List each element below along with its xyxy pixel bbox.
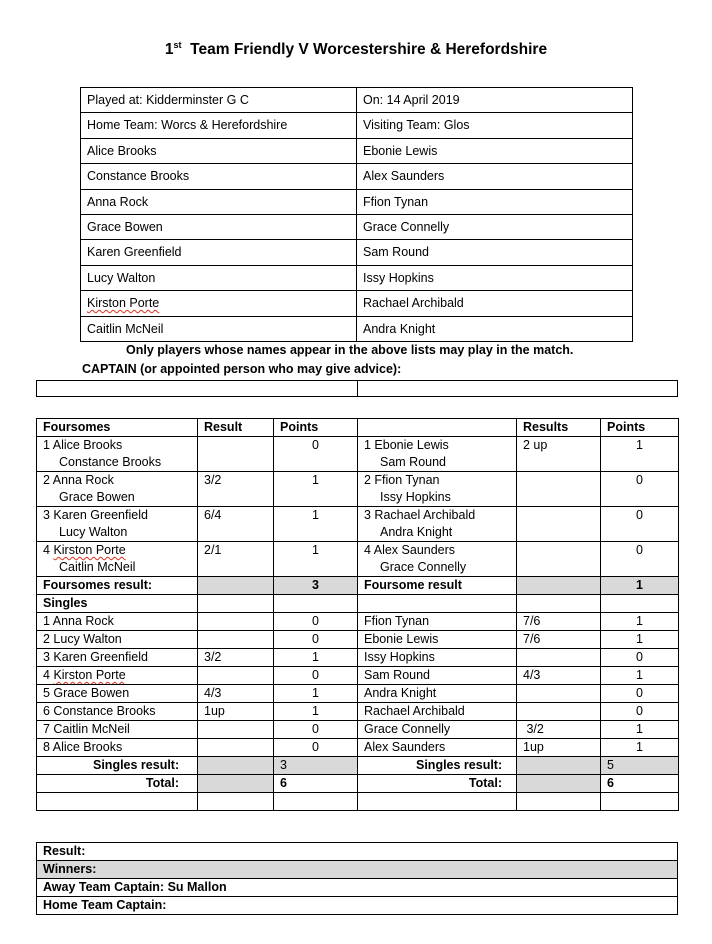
away-result: 2 up xyxy=(517,437,601,472)
home-result xyxy=(198,613,274,631)
title-number: 1 xyxy=(164,41,174,59)
singles-result-label-away: Singles result: xyxy=(358,757,517,775)
total-label: Total: xyxy=(37,775,198,793)
singles-result-row xyxy=(37,757,679,775)
away-points: 0 xyxy=(601,472,679,507)
home-player: Grace Bowen xyxy=(81,214,357,239)
empty-cell xyxy=(274,793,358,811)
away-player: Alex Saunders xyxy=(358,739,517,757)
singles-result-label: Singles result: xyxy=(37,757,198,775)
home-result: 4/3 xyxy=(198,685,274,703)
captain-cell-home xyxy=(37,381,358,397)
shaded-cell xyxy=(198,775,274,793)
away-player: Ffion Tynan xyxy=(358,613,517,631)
away-points: 1 xyxy=(601,437,679,472)
table-row xyxy=(37,667,679,685)
header-points-away: Points xyxy=(601,419,679,437)
away-player: Alex Saunders xyxy=(357,164,633,189)
empty-cell xyxy=(517,595,601,613)
home-points: 1 xyxy=(274,649,358,667)
header-foursomes: Foursomes xyxy=(37,419,198,437)
home-result: 3/2 xyxy=(198,472,274,507)
home-result xyxy=(198,721,274,739)
home-player xyxy=(81,291,357,316)
away-result xyxy=(517,472,601,507)
empty-cell xyxy=(198,793,274,811)
table-row xyxy=(37,685,679,703)
away-result: 3/2 xyxy=(517,721,601,739)
away-points: 0 xyxy=(601,542,679,577)
home-player: Constance Brooks xyxy=(81,164,357,189)
away-player: Andra Knight xyxy=(358,685,517,703)
eligibility-note: Only players whose names appear in the above lists may play in the match. xyxy=(126,343,574,357)
header-results: Results xyxy=(517,419,601,437)
foursomes-result-label: Foursomes result: xyxy=(37,577,198,595)
foursomes-home-points: 3 xyxy=(274,577,358,595)
home-player: Caitlin McNeil xyxy=(81,316,357,341)
away-result: 4/3 xyxy=(517,667,601,685)
home-player: 6 Constance Brooks xyxy=(37,703,198,721)
away-points: 1 xyxy=(601,721,679,739)
home-player: Anna Rock xyxy=(81,189,357,214)
away-player: Ffion Tynan xyxy=(357,189,633,214)
shaded-cell xyxy=(517,757,601,775)
away-pair: 4 Alex Saunders Grace Connelly xyxy=(358,542,517,577)
away-points: 0 xyxy=(601,703,679,721)
header-result: Result xyxy=(198,419,274,437)
total-home-points: 6 xyxy=(274,775,358,793)
foursomes-result-row xyxy=(37,577,679,595)
home-points: 1 xyxy=(274,703,358,721)
table-row xyxy=(37,507,679,542)
empty-cell xyxy=(601,793,679,811)
result-label: Result: xyxy=(37,843,678,861)
home-points: 1 xyxy=(274,685,358,703)
home-captain: Home Team Captain: xyxy=(37,897,678,915)
home-player: 4 Kirston Porte xyxy=(37,667,198,685)
foursomes-away-points: 1 xyxy=(601,577,679,595)
away-points: 1 xyxy=(601,613,679,631)
away-result xyxy=(517,649,601,667)
home-player: 7 Caitlin McNeil xyxy=(37,721,198,739)
table-row xyxy=(37,649,679,667)
team-info-table xyxy=(80,87,633,342)
table-row xyxy=(37,472,679,507)
home-result: 3/2 xyxy=(198,649,274,667)
home-pair: 2 Anna Rock Grace Bowen xyxy=(37,472,198,507)
away-player: Sam Round xyxy=(357,240,633,265)
home-result: 2/1 xyxy=(198,542,274,577)
home-result: 1up xyxy=(198,703,274,721)
away-player: Issy Hopkins xyxy=(358,649,517,667)
page-title xyxy=(0,40,712,59)
away-points: 0 xyxy=(601,507,679,542)
away-result xyxy=(517,507,601,542)
home-pair: 1 Alice Brooks Constance Brooks xyxy=(37,437,198,472)
away-player: Ebonie Lewis xyxy=(357,138,633,163)
away-player: Ebonie Lewis xyxy=(358,631,517,649)
home-result: 6/4 xyxy=(198,507,274,542)
home-points: 0 xyxy=(274,739,358,757)
match-date: On: 14 April 2019 xyxy=(357,88,633,113)
shaded-cell xyxy=(517,775,601,793)
home-points: 1 xyxy=(274,472,358,507)
home-result xyxy=(198,667,274,685)
away-result: 1up xyxy=(517,739,601,757)
foursome-result-label: Foursome result xyxy=(358,577,517,595)
away-player: Grace Connelly xyxy=(357,214,633,239)
home-team: Home Team: Worcs & Herefordshire xyxy=(81,113,357,138)
away-player: Sam Round xyxy=(358,667,517,685)
empty-cell xyxy=(358,595,517,613)
away-result xyxy=(517,542,601,577)
away-player: Rachael Archibald xyxy=(357,291,633,316)
away-player: Rachael Archibald xyxy=(358,703,517,721)
home-player: Karen Greenfield xyxy=(81,240,357,265)
played-at: Played at: Kidderminster G C xyxy=(81,88,357,113)
empty-cell xyxy=(601,595,679,613)
header-points: Points xyxy=(274,419,358,437)
total-row xyxy=(37,775,679,793)
home-player: Alice Brooks xyxy=(81,138,357,163)
title-text: Team Friendly V Worcestershire & Herefordshire xyxy=(190,41,548,59)
home-pair: 3 Karen Greenfield Lucy Walton xyxy=(37,507,198,542)
away-player: Issy Hopkins xyxy=(357,265,633,290)
away-result: 7/6 xyxy=(517,613,601,631)
home-points: 0 xyxy=(274,437,358,472)
home-points: 1 xyxy=(274,542,358,577)
home-points: 0 xyxy=(274,631,358,649)
shaded-cell xyxy=(198,757,274,775)
empty-cell xyxy=(37,793,198,811)
match-results-table xyxy=(36,418,679,811)
away-points: 0 xyxy=(601,649,679,667)
winners-label: Winners: xyxy=(37,861,678,879)
shaded-cell xyxy=(517,577,601,595)
home-points: 0 xyxy=(274,721,358,739)
title-ordinal: st xyxy=(173,40,182,50)
home-player: 1 Anna Rock xyxy=(37,613,198,631)
empty-cell xyxy=(358,793,517,811)
total-label-away: Total: xyxy=(358,775,517,793)
away-points: 1 xyxy=(601,667,679,685)
home-pair: 4 Kirston Porte Caitlin McNeil xyxy=(37,542,198,577)
away-player: Grace Connelly xyxy=(358,721,517,739)
empty-cell xyxy=(198,595,274,613)
table-row xyxy=(37,613,679,631)
away-result: 7/6 xyxy=(517,631,601,649)
result-summary-table xyxy=(36,842,678,915)
away-points: 1 xyxy=(601,739,679,757)
home-player: 3 Karen Greenfield xyxy=(37,649,198,667)
home-result xyxy=(198,739,274,757)
shaded-cell xyxy=(198,577,274,595)
away-points: 1 xyxy=(601,631,679,649)
away-pair: 3 Rachael Archibald Andra Knight xyxy=(358,507,517,542)
home-result xyxy=(198,631,274,649)
home-points: 1 xyxy=(274,507,358,542)
empty-cell xyxy=(274,595,358,613)
home-result xyxy=(198,437,274,472)
away-captain: Away Team Captain: Su Mallon xyxy=(37,879,678,897)
captain-cell-away xyxy=(358,381,678,397)
table-row xyxy=(37,542,679,577)
table-row xyxy=(37,721,679,739)
home-player: 2 Lucy Walton xyxy=(37,631,198,649)
singles-label: Singles xyxy=(37,595,198,613)
away-pair: 1 Ebonie Lewis Sam Round xyxy=(358,437,517,472)
header-blank xyxy=(358,419,517,437)
home-points: 0 xyxy=(274,667,358,685)
away-points: 0 xyxy=(601,685,679,703)
captain-note: CAPTAIN (or appointed person who may give advice): xyxy=(82,362,402,376)
table-row xyxy=(37,739,679,757)
home-player-name: Kirston Porte xyxy=(87,296,160,311)
table-row xyxy=(37,631,679,649)
home-points: 0 xyxy=(274,613,358,631)
total-away-points: 6 xyxy=(601,775,679,793)
singles-away-points: 5 xyxy=(601,757,679,775)
away-player: Andra Knight xyxy=(357,316,633,341)
empty-cell xyxy=(517,793,601,811)
home-player: Lucy Walton xyxy=(81,265,357,290)
singles-home-points: 3 xyxy=(274,757,358,775)
away-result xyxy=(517,703,601,721)
table-row xyxy=(37,437,679,472)
away-result xyxy=(517,685,601,703)
visiting-team: Visiting Team: Glos xyxy=(357,113,633,138)
captain-table xyxy=(36,380,678,397)
table-row xyxy=(37,703,679,721)
home-player: 5 Grace Bowen xyxy=(37,685,198,703)
home-player: 8 Alice Brooks xyxy=(37,739,198,757)
away-pair: 2 Ffion Tynan Issy Hopkins xyxy=(358,472,517,507)
